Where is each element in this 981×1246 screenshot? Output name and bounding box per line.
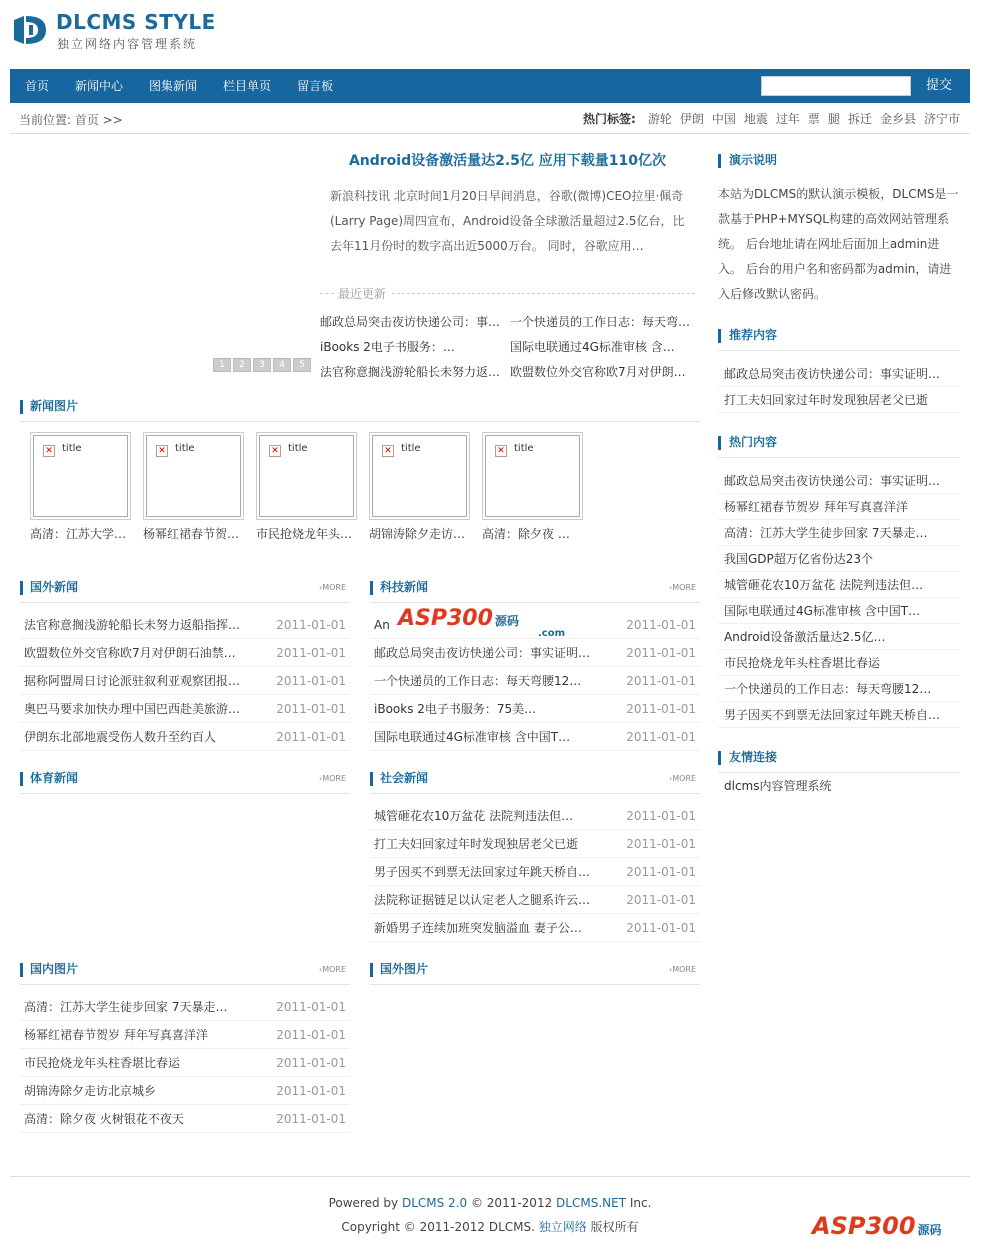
sidebar-header-demo — [718, 151, 960, 175]
hot-tag[interactable]: 伊朗 — [679, 112, 704, 126]
recent-item[interactable]: 欧盟数位外交官称欧7月对伊朗… — [510, 365, 686, 379]
section-bar — [718, 751, 721, 765]
broken-image-icon: ✕ — [156, 445, 168, 457]
nav-items — [10, 69, 346, 103]
section-bar — [370, 772, 373, 786]
more-link[interactable]: ›MORE — [318, 583, 346, 592]
sidebar-link[interactable]: 邮政总局突击夜访快递公司：事实证明… — [718, 361, 960, 387]
news-title[interactable]: 打工夫妇回家过年时发现独居老父已逝 — [374, 837, 579, 851]
recent-item[interactable]: 国际电联通过4G标准审核 含… — [510, 340, 675, 354]
news-title[interactable]: 法院称证据链足以认定老人之腿系许云… — [374, 893, 591, 907]
news-title[interactable]: 伊朗东北部地震受伤人数升至约百人 — [24, 730, 217, 744]
hot-tag[interactable]: 地震 — [743, 112, 768, 126]
sidebar-link[interactable]: 国际电联通过4G标准审核 含中国T… — [718, 598, 960, 624]
slider-dot[interactable]: 1 — [213, 358, 231, 372]
slider-dot[interactable]: 5 — [293, 358, 311, 372]
site-link[interactable]: DLCMS.NET — [556, 1196, 627, 1210]
gallery-image — [485, 435, 580, 517]
sidebar-title: 热门内容 — [729, 435, 778, 449]
section-bar — [370, 963, 373, 977]
section-title: 国内图片 — [30, 962, 79, 976]
watermark — [812, 1212, 942, 1240]
section-header-domestic-pics — [20, 957, 350, 985]
recent-item[interactable]: 法官称意搁浅游轮船长未努力返… — [320, 365, 501, 379]
section-title: 国外图片 — [380, 962, 429, 976]
news-date: 2011-01-01 — [276, 999, 346, 1014]
dl-logo-icon — [10, 10, 50, 50]
gallery-frame — [256, 432, 357, 520]
sidebar-link[interactable]: 高清：江苏大学生徒步回家 7天暴走… — [718, 520, 960, 546]
recent-item[interactable]: iBooks 2电子书服务：… — [320, 340, 455, 354]
tech-news-list — [370, 611, 700, 751]
gallery-item[interactable] — [369, 432, 470, 547]
sidebar-title: 友情连接 — [729, 750, 778, 764]
section-bar — [370, 581, 373, 595]
news-date: 2011-01-01 — [276, 1111, 346, 1126]
sidebar-header-recommend — [718, 326, 960, 350]
slider-dot[interactable]: 2 — [233, 358, 251, 372]
news-date: 2011-01-01 — [626, 836, 696, 851]
copyright-prefix: Copyright © 2011-2012 DLCMS. — [341, 1220, 535, 1234]
hot-tag[interactable]: 过年 — [775, 112, 800, 126]
section-title: 科技新闻 — [380, 580, 429, 594]
news-title[interactable]: 法官称意搁浅游轮船长未努力返船指挥… — [24, 618, 241, 632]
powered-suffix: Inc. — [629, 1196, 652, 1210]
nav-item-guestbook[interactable]: 留言板 — [297, 79, 334, 93]
sidebar-title: 演示说明 — [729, 153, 778, 167]
section-header-tech-news — [370, 575, 700, 603]
recent-updates-list — [320, 310, 695, 385]
powered-prefix: Powered by — [328, 1196, 399, 1210]
slider-dot[interactable]: 4 — [273, 358, 291, 372]
product-link[interactable]: DLCMS 2.0 — [401, 1196, 468, 1210]
news-row[interactable] — [20, 667, 350, 695]
news-date: 2011-01-01 — [276, 673, 346, 688]
sidebar-link[interactable]: 城管砸花农10万盆花 法院判违法但… — [718, 572, 960, 598]
news-row[interactable] — [370, 830, 700, 858]
sidebar-link[interactable]: 男子因买不到票无法回家过年跳天桥自… — [718, 702, 960, 728]
section-title: 新闻图片 — [30, 399, 79, 413]
news-title[interactable]: 新婚男子连续加班突发脑溢血 妻子公… — [374, 921, 582, 935]
image-alt: title — [288, 443, 308, 454]
image-alt: title — [514, 443, 534, 454]
search-submit-button[interactable]: 提交 — [926, 69, 952, 103]
section-title: 国外新闻 — [30, 580, 79, 594]
news-title[interactable]: 奥巴马要求加快办理中国巴西赴美旅游… — [24, 702, 241, 716]
more-link[interactable]: ›MORE — [668, 583, 696, 592]
headline-block — [320, 150, 695, 259]
news-date: 2011-01-01 — [276, 617, 346, 632]
image-alt: title — [401, 443, 421, 454]
news-title[interactable]: 男子因买不到票无法回家过年跳天桥自… — [374, 865, 591, 879]
gallery-caption[interactable]: 市民抢烧龙年头… — [256, 527, 353, 541]
focus-slider — [20, 145, 305, 377]
news-row[interactable] — [370, 886, 700, 914]
broken-image-icon: ✕ — [495, 445, 507, 457]
nav-item-news-center[interactable]: 新闻中心 — [75, 79, 124, 93]
hot-tag[interactable]: 腿 — [827, 112, 840, 126]
sidebar-link[interactable]: 打工夫妇回家过年时发现独居老父已逝 — [718, 387, 960, 413]
recent-item[interactable]: 一个快递员的工作日志：每天弯… — [510, 315, 691, 329]
news-title[interactable]: 高清：除夕夜 火树银花不夜天 — [24, 1112, 184, 1126]
news-title[interactable]: 杨幂红裙春节贺岁 拜年写真喜洋洋 — [24, 1028, 208, 1042]
news-row[interactable] — [20, 1105, 350, 1133]
news-row[interactable] — [370, 802, 700, 830]
sidebar-header-hot — [718, 433, 960, 457]
news-title[interactable]: 国际电联通过4G标准审核 含中国T… — [374, 730, 571, 744]
broken-image-icon: ✕ — [382, 445, 394, 457]
news-date: 2011-01-01 — [276, 1055, 346, 1070]
section-bar — [718, 154, 721, 168]
hot-tags — [583, 110, 960, 127]
broken-image-icon: ✕ — [269, 445, 281, 457]
news-date: 2011-01-01 — [626, 729, 696, 744]
powered-years: © 2011-2012 — [470, 1196, 553, 1210]
section-title: 社会新闻 — [380, 771, 429, 785]
friend-links-list — [718, 772, 960, 799]
watermark-text: ASP300 — [398, 606, 493, 631]
news-row[interactable] — [20, 611, 350, 639]
friend-link[interactable]: dlcms内容管理系统 — [724, 779, 832, 793]
watermark-text: ASP300 — [812, 1212, 916, 1240]
hot-tag[interactable]: 金乡县 — [879, 112, 916, 126]
news-row[interactable] — [20, 993, 350, 1021]
gallery-frame — [30, 432, 131, 520]
gallery-item[interactable] — [143, 432, 244, 547]
sidebar-header-links — [718, 748, 960, 772]
recent-updates-label: 最近更新 — [320, 285, 695, 302]
domestic-pics-list — [20, 993, 350, 1133]
sidebar-link[interactable]: 我国GDP超万亿省份达23个 — [718, 546, 960, 572]
news-row[interactable] — [20, 1021, 350, 1049]
headline-summary: 新浪科技讯 北京时间1月20日早间消息，谷歌(微博)CEO拉里·佩奇(Larry Page)周四宣布，Android设备全球激活量超过2.5亿台，比去年11月份时的数字高出近5000万台。 同时，谷歌应用… — [330, 189, 685, 253]
hot-tag[interactable]: 拆迁 — [847, 112, 872, 126]
copyright-link[interactable]: 独立网络 — [538, 1220, 587, 1234]
main-nav — [10, 69, 970, 103]
news-date: 2011-01-01 — [276, 1027, 346, 1042]
news-date: 2011-01-01 — [626, 645, 696, 660]
section-header-intl-news — [20, 575, 350, 603]
news-date: 2011-01-01 — [276, 701, 346, 716]
news-title[interactable]: 市民抢烧龙年头柱香堪比春运 — [24, 1056, 181, 1070]
copyright-suffix: 版权所有 — [590, 1220, 639, 1234]
news-date: 2011-01-01 — [626, 892, 696, 907]
more-link[interactable]: ›MORE — [668, 965, 696, 974]
watermark-domain: .com — [538, 628, 566, 639]
more-label: MORE — [322, 583, 346, 592]
location-bar — [10, 108, 970, 134]
image-alt: title — [175, 443, 195, 454]
more-label: MORE — [672, 965, 696, 974]
more-link[interactable]: ›MORE — [668, 774, 696, 783]
section-header-foreign-pics — [370, 957, 700, 985]
gallery-caption[interactable]: 高清：除夕夜 … — [482, 527, 570, 541]
sidebar-link[interactable]: 市民抢烧龙年头柱香堪比春运 — [718, 650, 960, 676]
recent-item[interactable]: 邮政总局突击夜访快递公司：事… — [320, 315, 501, 329]
sidebar-link[interactable]: Android设备激活量达2.5亿… — [718, 624, 960, 650]
section-bar — [20, 400, 23, 414]
slider-dot[interactable]: 3 — [253, 358, 271, 372]
news-date: 2011-01-01 — [626, 617, 696, 632]
hot-tag[interactable]: 票 — [807, 112, 820, 126]
demo-description: 本站为DLCMS的默认演示模板，DLCMS是一款基于PHP+MYSQL构建的高效网站管理系统。 后台地址请在网址后面加上admin进入。 后台的用户名和密码都为admin，请进入后修改默认密码。 — [718, 187, 959, 301]
breadcrumb: 当前位置: 首页 >> — [19, 113, 123, 127]
more-label: MORE — [322, 774, 346, 783]
news-row[interactable] — [370, 667, 700, 695]
gallery-item[interactable] — [256, 432, 357, 547]
more-label: MORE — [322, 965, 346, 974]
society-news-list — [370, 802, 700, 942]
nav-item-single-page[interactable]: 栏目单页 — [223, 79, 272, 93]
news-title[interactable]: 据称阿盟周日讨论派驻叙利亚观察团报… — [24, 674, 241, 688]
section-bar — [20, 772, 23, 786]
section-header-sports-news — [20, 766, 350, 794]
watermark — [398, 606, 566, 639]
gallery-image — [33, 435, 128, 517]
intl-news-list — [20, 611, 350, 751]
gallery-caption[interactable]: 杨幂红裙春节贺… — [143, 527, 240, 541]
gallery-frame — [369, 432, 470, 520]
watermark-suffix: 源码 — [494, 614, 519, 628]
section-bar — [718, 436, 721, 450]
more-label: MORE — [672, 583, 696, 592]
section-header-society-news — [370, 766, 700, 794]
news-title[interactable]: 高清：江苏大学生徒步回家 7天暴走… — [24, 1000, 228, 1014]
list-spacer — [718, 458, 960, 468]
news-title[interactable]: An — [374, 617, 390, 632]
nav-item-home[interactable]: 首页 — [25, 79, 50, 93]
news-date: 2011-01-01 — [626, 701, 696, 716]
news-row[interactable] — [370, 639, 700, 667]
news-date: 2011-01-01 — [276, 1083, 346, 1098]
gallery-image — [146, 435, 241, 517]
more-label: MORE — [672, 774, 696, 783]
hot-tag[interactable]: 游轮 — [647, 112, 672, 126]
news-row[interactable] — [370, 723, 700, 751]
gallery-item[interactable] — [30, 432, 131, 547]
more-link[interactable]: ›MORE — [318, 965, 346, 974]
sidebar-link[interactable]: 一个快递员的工作日志：每天弯腰12… — [718, 676, 960, 702]
brand-subtitle: 独立网络内容管理系统 — [57, 37, 198, 51]
news-title[interactable]: 一个快递员的工作日志：每天弯腰12… — [374, 674, 582, 688]
sidebar-title: 推荐内容 — [729, 328, 778, 342]
news-date: 2011-01-01 — [626, 920, 696, 935]
news-row[interactable] — [20, 1049, 350, 1077]
image-alt: title — [62, 443, 82, 454]
hot-tags-label: 热门标签: — [583, 112, 636, 126]
gallery-item[interactable] — [482, 432, 583, 547]
recommend-list — [718, 350, 960, 413]
gallery-caption[interactable]: 胡锦涛除夕走访… — [369, 527, 466, 541]
news-title[interactable]: 城管砸花农10万盆花 法院判违法但… — [374, 809, 574, 823]
section-title: 体育新闻 — [30, 771, 79, 785]
more-link[interactable]: ›MORE — [318, 774, 346, 783]
news-title[interactable]: iBooks 2电子书服务：75美… — [374, 702, 537, 716]
news-row[interactable] — [20, 639, 350, 667]
gallery-caption[interactable]: 高清：江苏大学… — [30, 527, 127, 541]
news-title[interactable]: 邮政总局突击夜访快递公司：事实证明… — [374, 646, 591, 660]
broken-image-icon: ✕ — [43, 445, 55, 457]
news-pics-gallery — [30, 432, 630, 547]
section-header-news-pics — [20, 394, 700, 422]
site-logo[interactable] — [10, 8, 230, 56]
section-bar — [718, 329, 721, 343]
news-title[interactable]: 欧盟数位外交官称欧7月对伊朗石油禁… — [24, 646, 236, 660]
list-spacer — [718, 351, 960, 361]
hot-list — [718, 457, 960, 728]
nav-item-photo-news[interactable]: 图集新闻 — [149, 79, 198, 93]
gallery-image — [372, 435, 467, 517]
news-date: 2011-01-01 — [626, 864, 696, 879]
hot-tag[interactable]: 中国 — [711, 112, 736, 126]
news-row[interactable] — [20, 1077, 350, 1105]
section-bar — [20, 963, 23, 977]
gallery-frame — [143, 432, 244, 520]
news-row[interactable] — [20, 723, 350, 751]
slider-pager — [213, 358, 311, 372]
watermark-suffix: 源码 — [917, 1223, 942, 1237]
news-date: 2011-01-01 — [626, 673, 696, 688]
section-bar — [20, 581, 23, 595]
search-input[interactable] — [761, 76, 911, 96]
brand-name: DLCMS STYLE — [56, 10, 216, 34]
news-date: 2011-01-01 — [276, 645, 346, 660]
gallery-image — [259, 435, 354, 517]
news-row[interactable] — [370, 914, 700, 942]
news-date: 2011-01-01 — [626, 808, 696, 823]
recent-updates — [320, 285, 695, 385]
headline-title[interactable]: Android设备激活量达2.5亿 应用下载量110亿次 — [348, 153, 667, 169]
news-row[interactable] — [370, 695, 700, 723]
sidebar-link[interactable]: 杨幂红裙春节贺岁 拜年写真喜洋洋 — [718, 494, 960, 520]
news-title[interactable]: 胡锦涛除夕走访北京城乡 — [24, 1084, 157, 1098]
sidebar-link[interactable]: 邮政总局突击夜访快递公司：事实证明… — [718, 468, 960, 494]
news-row[interactable] — [20, 695, 350, 723]
gallery-frame — [482, 432, 583, 520]
news-date: 2011-01-01 — [276, 729, 346, 744]
hot-tag[interactable]: 济宁市 — [923, 112, 960, 126]
news-row[interactable] — [370, 858, 700, 886]
